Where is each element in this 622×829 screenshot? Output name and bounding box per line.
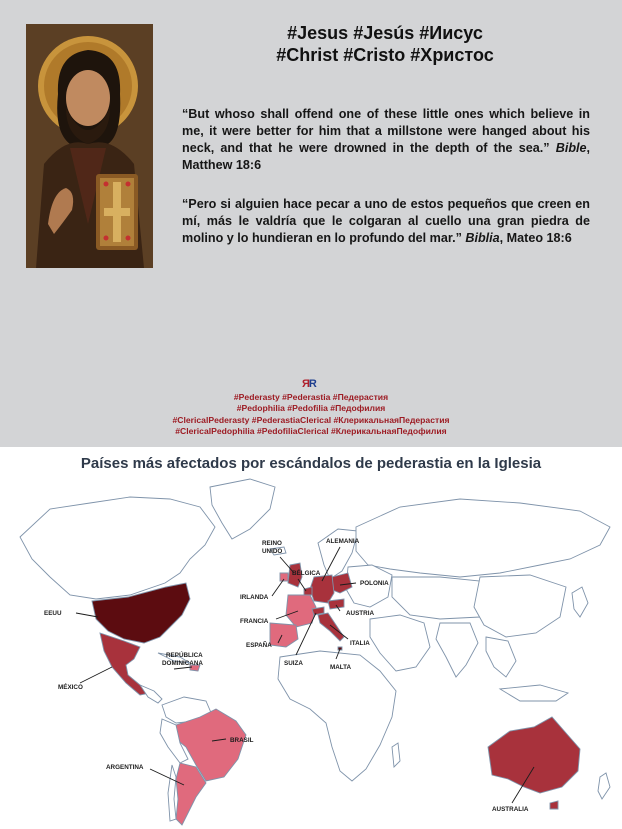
map-title: Países más afectados por escándalos de pederastia en la Iglesia [80,455,542,472]
region-italia [318,613,344,641]
label-reino-unido-1: REINO [262,540,282,547]
tags-line-2: #Pedophilia #Pedofilia #Педофилия [236,403,386,414]
label-argentina: ARGENTINA [106,764,144,771]
tags-line-3: #ClericalPederasty #PederastiaClerical #КлерикальнаяПедерастия [172,414,450,425]
quote-english-source: Bible [555,141,587,155]
land-madagascar [392,743,400,767]
label-austria: AUSTRIA [346,610,374,617]
label-italia: ITALIA [350,640,370,647]
region-australia [488,717,580,793]
label-irlanda: IRLANDA [240,594,269,601]
map-panel [0,447,622,829]
label-mexico: MÉXICO [58,684,83,691]
tags-line-1: #Pederasty #Pederastia #Педерастия [233,392,389,402]
region-tasmania [550,801,558,809]
hashtags-line-2: #Christ #Cristo #Христос [276,45,494,65]
quote-spanish [182,196,590,247]
land-new-zealand [598,773,610,799]
quote-english-text: “But whoso shall offend one of these little ones which believe in me, it were better for him that a millstone were hanged about his neck, and that he were drowned in the depth of the sea.” [182,107,590,155]
label-australia: AUSTRALIA [492,806,529,813]
land-indonesia [500,685,568,701]
land-greenland [210,479,275,539]
tags-line-4: #ClericalPedophilia #PedofiliaClerical #КлерикальнаяПедофилия [175,426,447,437]
region-alemania [310,575,334,603]
label-polonia: POLONIA [360,580,389,587]
christ-icon-image [26,24,153,268]
region-belgica [304,587,312,595]
land-middle-east [370,615,430,671]
label-malta: MALTA [330,664,352,671]
region-espana [270,623,298,647]
land-india [436,623,478,677]
label-suiza: SUIZA [284,660,303,667]
quote-english [182,106,590,174]
label-belgica: BÉLGICA [292,570,321,577]
land-china [474,575,566,637]
quote-spanish-source: Biblia [465,231,500,245]
topic-tags [120,392,502,438]
lead-mexico [80,667,112,683]
christ-pantocrator-icon [26,24,153,268]
land-southeast-asia [486,637,516,677]
region-austria [328,599,344,609]
world-map [0,447,622,829]
label-francia: FRANCIA [240,618,269,625]
label-espana: ESPAÑA [246,642,272,649]
hashtags-line-1: #Jesus #Jesús #Иисус [287,23,483,43]
label-rep-dominicana-2: DOMINICANA [162,660,203,667]
region-irlanda [280,573,288,581]
quote-spanish-ref: , Mateo 18:6 [499,231,572,245]
label-alemania: ALEMANIA [326,538,360,545]
quote-english-ref: , Matthew 18:6 [182,141,591,172]
logo-left-letter: Я [302,378,309,390]
hashtags-header [230,22,540,66]
lead-rep-dominicana [174,667,192,669]
land-japan [572,587,588,617]
label-brasil: BRASIL [230,737,254,744]
lead-irlanda [272,579,284,596]
land-russia [356,499,610,577]
quote-spanish-text: “Pero si alguien hace pecar a uno de estos pequeños que creen en mí, más le valdría que le colgaran al cuello una gran piedra de molino y lo hundieran en lo profundo del mar.” [182,197,590,245]
rr-logo [302,378,316,390]
land-chile [168,765,176,821]
label-reino-unido-2: UNIDO [262,548,283,555]
logo-right-letter: R [308,378,316,390]
label-rep-dominicana-1: REPÚBLICA [166,652,203,659]
label-eeuu: EEUU [44,610,62,617]
